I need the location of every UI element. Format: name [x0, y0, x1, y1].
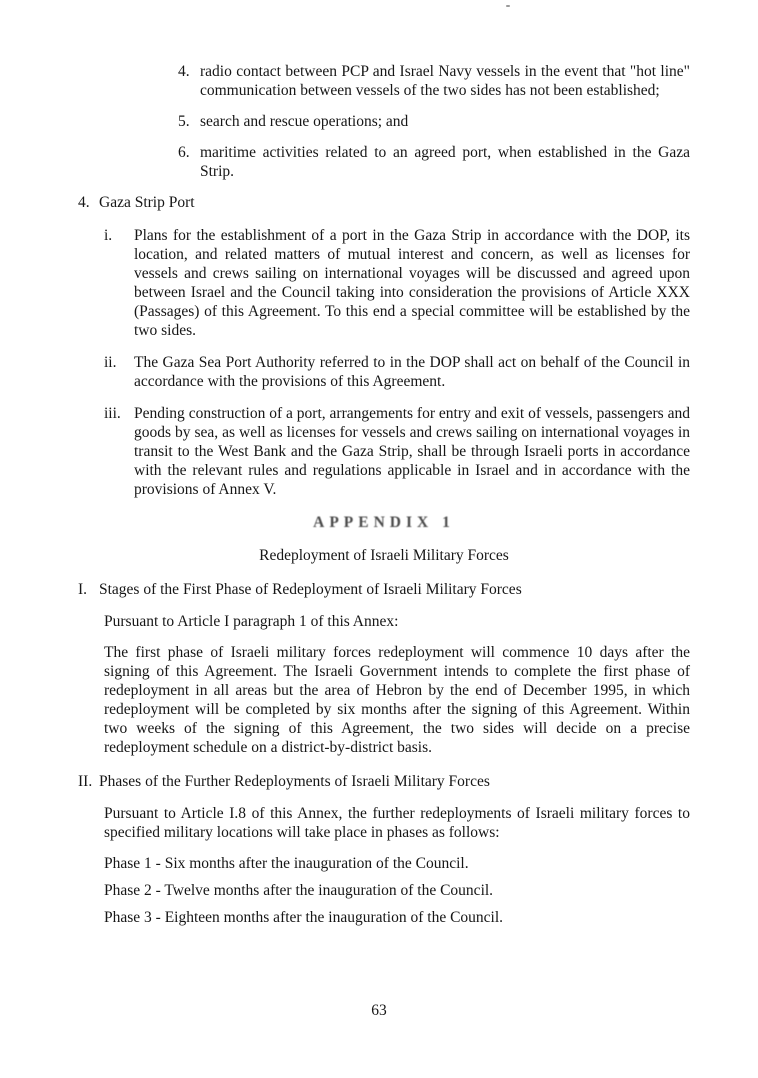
list-item-number: i. [104, 227, 113, 244]
paragraph: The first phase of Israeli military forces redeployment will commence 10 days after the signing of this Agreement. The Israeli Government intends to complete the first phase of redeployment in all areas but the area of Hebron by the end of December 1995, in which redeployment will be completed by six months after the signing of this Agreement. Within two weeks of the signing of this Agreement, the two sides will decide on a precise redeployment schedule on a district-by-district basis. [104, 644, 690, 756]
gaza-port-roman-list [104, 226, 690, 499]
list-item-number: ii. [104, 354, 117, 371]
list-item [178, 112, 690, 131]
section-heading-further-redeployments [78, 772, 690, 791]
list-item-text: Pending construction of a port, arrangements for entry and exit of vessels, passengers and goods by sea, as well as licenses for vessels and crews sailing on international voyages in transit to the West Bank and the Gaza Strip, shall be through Israeli ports in accordance with the relevant rules and regulations applicable in Israel and in accordance with the provisions of Annex V. [134, 405, 690, 498]
list-item [178, 62, 690, 100]
phase-line: Phase 3 - Eighteen months after the inauguration of the Council. [104, 909, 504, 926]
phase-line: Phase 2 - Twelve months after the inauguration of the Council. [104, 882, 494, 899]
section-one-body [104, 612, 690, 757]
maritime-activities-list [178, 62, 690, 181]
list-item-text: radio contact between PCP and Israel Navy vessels in the event that "hot line" communication between vessels of the two sides has not been established; [200, 63, 690, 99]
appendix-title: APPENDIX 1 [313, 513, 455, 532]
list-item-text: The Gaza Sea Port Authority referred to in the DOP shall act on behalf of the Council in accordance with the provisions of this Agreement. [134, 354, 690, 390]
section-heading-stages-first-phase [78, 580, 690, 599]
section-two-body [104, 804, 690, 927]
list-item [104, 404, 690, 499]
list-item-number: 4. [178, 63, 190, 80]
list-item [104, 353, 690, 391]
paragraph: Pursuant to Article I paragraph 1 of this Annex: [104, 613, 399, 630]
list-item-number: 5. [178, 113, 190, 130]
section-number: I. [78, 581, 88, 598]
section-number: II. [78, 773, 93, 790]
section-number: 4. [78, 194, 90, 211]
section-title: Gaza Strip Port [99, 194, 195, 211]
paragraph: Pursuant to Article I.8 of this Annex, the further redeployments of Israeli military forces to specified military locations will take place in phases as follows: [104, 805, 690, 841]
appendix-subtitle: Redeployment of Israeli Military Forces [259, 547, 509, 564]
section-heading-gaza-strip-port [78, 193, 690, 212]
list-item-text: Plans for the establishment of a port in the Gaza Strip in accordance with the DOP, its location, and related matters of mutual interest and concern, as well as licenses for vessels and crews sailing on international voyages will be discussed and agreed upon between Israel and the Council taking into consideration the provisions of Article XXX (Passages) of this Agreement. To this end a special committee will be established by the two sides. [134, 227, 690, 339]
list-item-text: maritime activities related to an agreed port, when established in the Gaza Strip. [200, 144, 690, 180]
list-item-number: iii. [104, 405, 121, 422]
list-item-number: 6. [178, 144, 190, 161]
section-title: Stages of the First Phase of Redeployment of Israeli Military Forces [99, 581, 522, 598]
list-item [104, 226, 690, 340]
phase-line: Phase 1 - Six months after the inauguration of the Council. [104, 855, 469, 872]
list-item-text: search and rescue operations; and [200, 113, 409, 130]
page-number: 63 [371, 1002, 387, 1019]
section-title: Phases of the Further Redeployments of Israeli Military Forces [99, 773, 490, 790]
list-item [178, 143, 690, 181]
